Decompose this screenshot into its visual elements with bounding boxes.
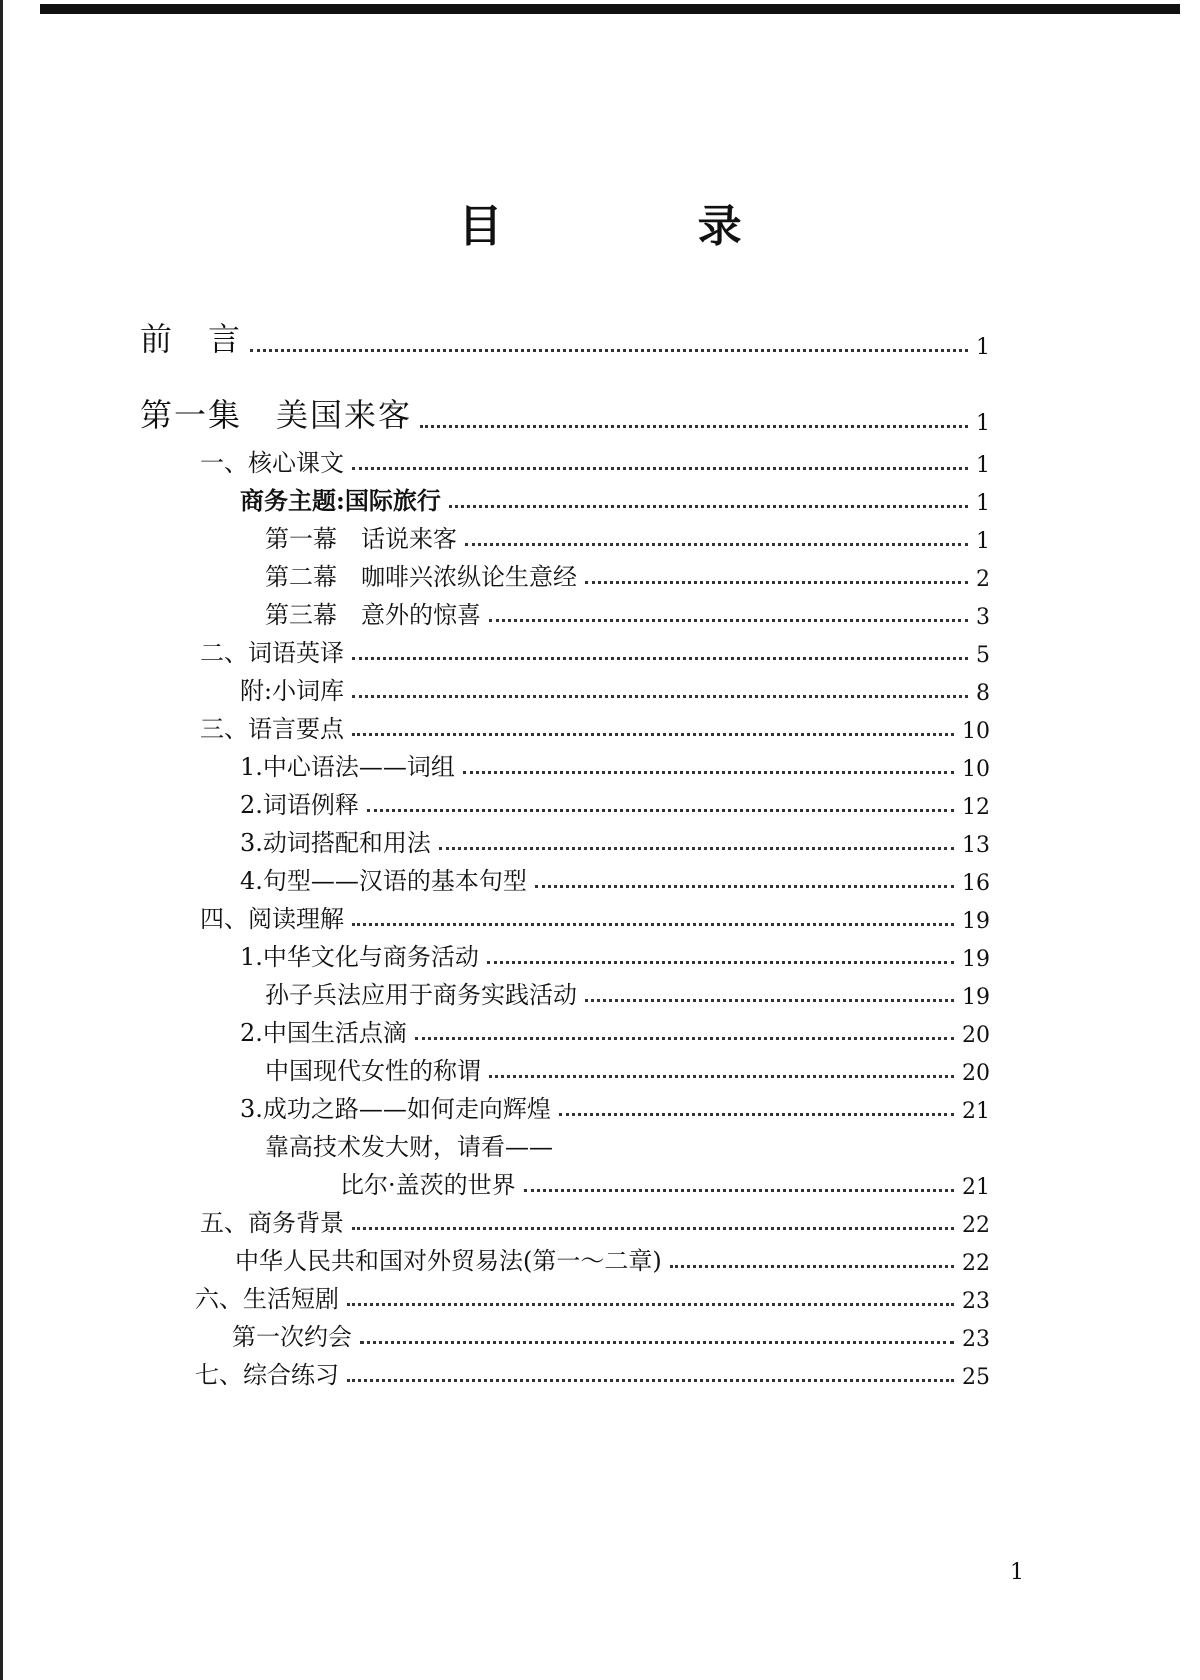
toc-entry-page: 25: [962, 1365, 990, 1390]
toc-entry-page: 1: [976, 335, 990, 360]
dot-leader: [352, 1227, 954, 1230]
toc-entry-label: 4.句型——汉语的基本句型: [240, 867, 527, 895]
toc-entry-label: 比尔·盖茨的世界: [340, 1171, 516, 1199]
toc-entry-page: 1: [976, 529, 990, 554]
toc-entry-page: 10: [962, 719, 990, 744]
toc-entry-label: 2.词语例释: [240, 791, 359, 819]
toc-entry-exercises[interactable]: [195, 1350, 990, 1390]
dot-leader: [367, 809, 954, 812]
toc-entry-page: 2: [976, 567, 990, 592]
toc-entry-sunzi[interactable]: [265, 970, 990, 1010]
toc-entry-act-1[interactable]: [265, 514, 990, 554]
dot-leader: [352, 695, 968, 698]
toc-entry-mini-lexicon[interactable]: [240, 666, 990, 706]
toc-entry-label: 1.中华文化与商务活动: [240, 943, 479, 971]
page-title: 目 录: [458, 201, 832, 252]
toc-entry-label: 中国现代女性的称谓: [265, 1057, 481, 1085]
toc-entry-page: 23: [962, 1327, 990, 1352]
toc-entry-sentence-patterns[interactable]: [240, 856, 990, 896]
toc-entry-grammar[interactable]: [240, 742, 990, 782]
dot-leader: [347, 1379, 954, 1382]
dot-leader: [670, 1265, 954, 1268]
dot-leader: [352, 733, 954, 736]
toc-entry-label: 第三幕 意外的惊喜: [265, 601, 481, 629]
toc-entry-page: 8: [976, 681, 990, 706]
toc-entry-road-to-success[interactable]: [240, 1084, 990, 1124]
toc-entry-chinese-culture[interactable]: [240, 932, 990, 972]
toc-entry-core-text[interactable]: [200, 438, 990, 478]
toc-entry-women-titles[interactable]: [265, 1046, 990, 1086]
toc-entry-page: 5: [976, 643, 990, 668]
toc-entry-business-theme[interactable]: [240, 476, 990, 516]
page-number: 1: [1010, 1560, 1024, 1585]
toc-entry-verb-collocation[interactable]: [240, 818, 990, 858]
toc-entry-trade-law[interactable]: [235, 1236, 990, 1276]
toc-entry-label: 1.中心语法——词组: [240, 753, 455, 781]
dot-leader: [489, 619, 968, 622]
toc-entry-label: 六、生活短剧: [195, 1285, 339, 1313]
toc-entry-page: 22: [962, 1251, 990, 1276]
dot-leader: [585, 999, 954, 1002]
toc-entry-page: 22: [962, 1213, 990, 1238]
dot-leader: [352, 657, 968, 660]
toc-entry-page: 13: [962, 833, 990, 858]
toc-entry-label: 第一集 美国来客: [140, 396, 413, 434]
dot-leader: [352, 467, 968, 470]
toc-entry-first-date[interactable]: [232, 1312, 990, 1352]
dot-leader: [487, 961, 954, 964]
toc-entry-label: 五、商务背景: [200, 1209, 344, 1237]
toc-entry-page: 1: [976, 453, 990, 478]
dot-leader: [439, 847, 954, 850]
toc-entry-label: 一、核心课文: [200, 449, 344, 477]
toc-entry-label: 商务主题:国际旅行: [240, 486, 441, 515]
toc-entry-reading[interactable]: [200, 894, 990, 934]
dot-leader: [463, 771, 954, 774]
toc-entry-page: 12: [962, 795, 990, 820]
toc-entry-business-background[interactable]: [200, 1198, 990, 1238]
toc-entry-label: 附:小词库: [240, 677, 345, 705]
toc-entry-page: 20: [962, 1023, 990, 1048]
toc-entry-page: 19: [962, 985, 990, 1010]
dot-leader: [420, 425, 968, 428]
toc-entry-label: 三、语言要点: [200, 715, 344, 743]
toc-entry-language-points[interactable]: [200, 704, 990, 744]
toc-entry-label: 中华人民共和国对外贸易法(第一～二章): [235, 1247, 662, 1275]
dot-leader: [352, 923, 954, 926]
toc-entry-label: 3.动词搭配和用法: [240, 829, 431, 857]
toc-entry-label: 二、词语英译: [200, 639, 344, 667]
toc-entry-page: 21: [962, 1099, 990, 1124]
toc-continuation-line: 靠高技术发大财，请看——: [265, 1133, 553, 1161]
toc-entry-page: 1: [976, 491, 990, 516]
dot-leader: [360, 1341, 954, 1344]
toc-entry-page: 1: [976, 411, 990, 436]
dot-leader: [449, 505, 968, 508]
toc-entry-label: 第一次约会: [232, 1323, 352, 1351]
toc-entry-life-skit[interactable]: [195, 1274, 990, 1314]
toc-entry-vocabulary[interactable]: [200, 628, 990, 668]
toc-entry-label: 前 言: [140, 320, 243, 358]
toc-entry-preface[interactable]: [140, 316, 990, 360]
dot-leader: [489, 1075, 954, 1078]
toc-entry-page: 19: [962, 909, 990, 934]
toc-entry-label: 2.中国生活点滴: [240, 1019, 407, 1047]
toc-entry-china-life[interactable]: [240, 1008, 990, 1048]
toc-entry-act-2[interactable]: [265, 552, 990, 592]
toc-entry-word-examples[interactable]: [240, 780, 990, 820]
dot-leader: [347, 1303, 954, 1306]
dot-leader: [535, 885, 954, 888]
toc-entry-page: 3: [976, 605, 990, 630]
toc-entry-page: 21: [962, 1175, 990, 1200]
toc-entry-page: 10: [962, 757, 990, 782]
toc-entry-episode-1[interactable]: [140, 392, 990, 436]
dot-leader: [415, 1037, 954, 1040]
dot-leader: [465, 543, 968, 546]
toc-entry-label: 第二幕 咖啡兴浓纵论生意经: [265, 563, 577, 591]
toc-entry-label: 孙子兵法应用于商务实践活动: [265, 981, 577, 1009]
toc-entry-label: 3.成功之路——如何走向辉煌: [240, 1095, 551, 1123]
toc-entry-bill-gates[interactable]: [340, 1160, 990, 1200]
toc-entry-label: 第一幕 话说来客: [265, 525, 457, 553]
toc-entry-label: 四、阅读理解: [200, 905, 344, 933]
toc-entry-label: 七、综合练习: [195, 1361, 339, 1389]
toc-entry-page: 23: [962, 1289, 990, 1314]
toc-entry-page: 16: [962, 871, 990, 896]
toc-entry-page: 20: [962, 1061, 990, 1086]
toc-entry-act-3[interactable]: [265, 590, 990, 630]
dot-leader: [250, 349, 968, 352]
dot-leader: [585, 581, 968, 584]
toc-entry-page: 19: [962, 947, 990, 972]
dot-leader: [524, 1189, 954, 1192]
dot-leader: [559, 1113, 954, 1116]
